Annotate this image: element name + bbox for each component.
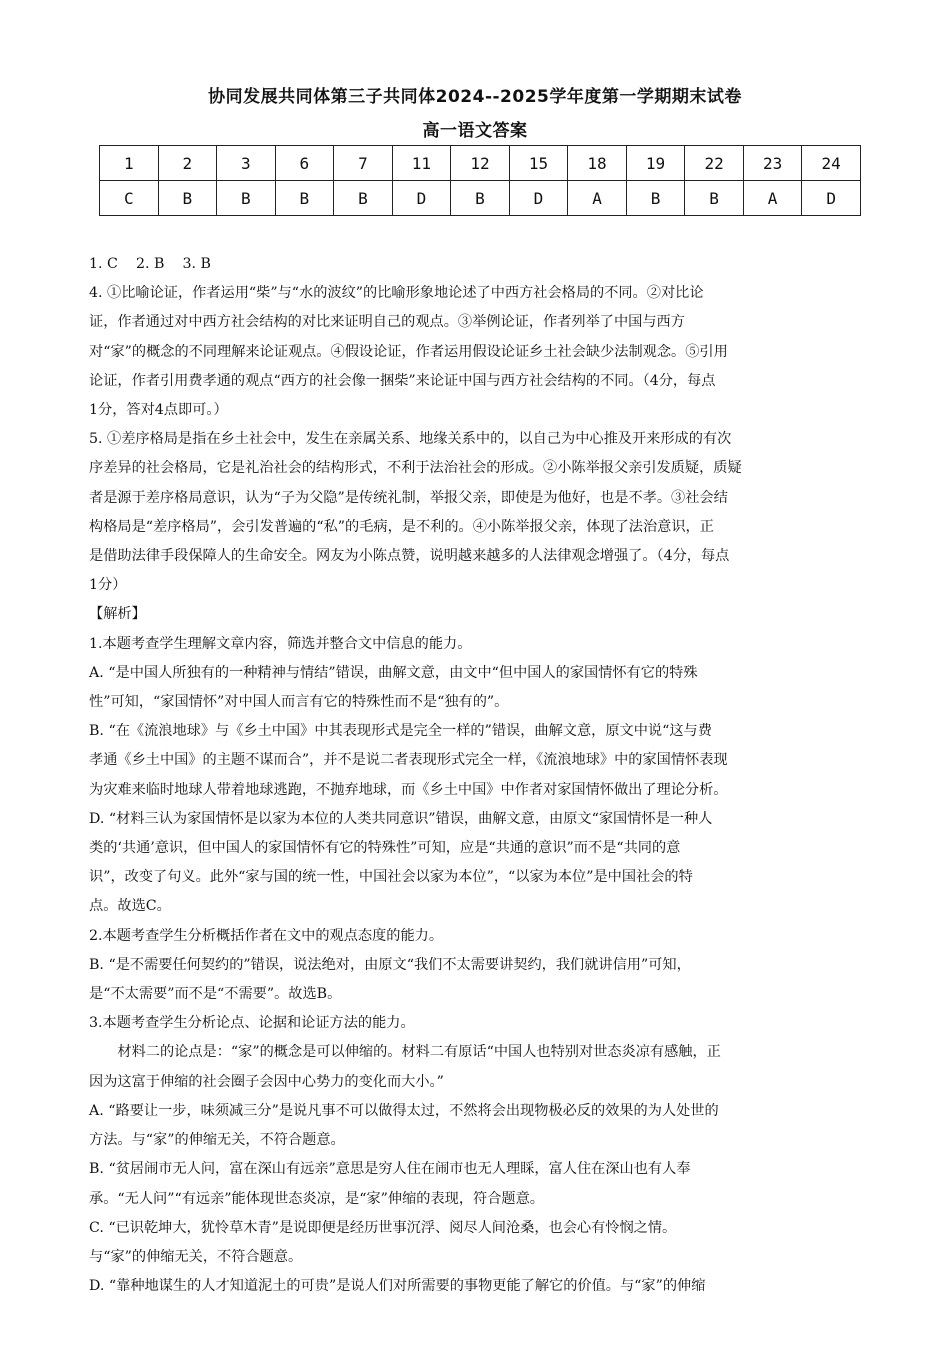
analysis-3-option-d: D. “靠种地谋生的人才知道泥土的可贵”是说人们对所需要的事物更能了解它的价值。与“家”的伸缩 — [89, 1278, 706, 1295]
answer-cell: A — [568, 181, 627, 216]
answer-4-line: 4. ①比喻论证，作者运用“柴”与“水的波纹”的比喻形象地论述了中西方社会格局的不同。②对比论 — [89, 285, 704, 302]
analysis-3-option-c: C. “已识乾坤大，犹怜草木青”是说即便是经历世事沉浮、阅尽人间沧桑，也会心有怜悯之情。 — [89, 1219, 677, 1236]
answer-cell: B — [158, 181, 217, 216]
analysis-label: 【解析】 — [89, 606, 146, 623]
analysis-2-option-b: 是“不太需要”而不是“不需要”。故选B。 — [89, 986, 342, 1003]
answers-1-3: 1. C 2. B 3. B — [89, 256, 211, 272]
analysis-1-option-d: D. “材料三认为家国情怀是以家为本位的人类共同意识”错误，曲解文意，由原文“家国情怀是一种人 — [89, 810, 713, 827]
exam-subtitle: 高一语文答案 — [422, 121, 528, 141]
analysis-1-option-d: 点。故选C。 — [89, 898, 171, 915]
analysis-3-main: 材料二的论点是：“家”的概念是可以伸缩的。材料二有原话“中国人也特别对世态炎凉有感触，正 — [117, 1044, 721, 1061]
answer-5-line: 者是源于差序格局意识，认为“子为父隐”是传统礼制，举报父亲，即使是为他好，也是不孝。③社会结 — [89, 489, 728, 506]
analysis-3-option-b: 承。“无人问”“有远亲”能体现世态炎凉，是“家”伸缩的表现，符合题意。 — [89, 1190, 544, 1207]
answer-cell: B — [217, 181, 276, 216]
question-number-cell: 3 — [217, 146, 276, 181]
analysis-2-option-b: B. “是不需要任何契约的”错误，说法绝对，由原文“我们不太需要讲契约，我们就讲信用”可知， — [89, 956, 691, 973]
question-number-cell: 7 — [334, 146, 393, 181]
analysis-3-option-a: 方法。与“家”的伸缩无关，不符合题意。 — [89, 1132, 345, 1149]
analysis-2-intro: 2.本题考查学生分析概括作者在文中的观点态度的能力。 — [89, 927, 444, 944]
question-number-cell: 23 — [743, 146, 802, 181]
analysis-1-option-a: 性”可知，“家国情怀”对中国人而言有它的特殊性而不是“独有的”。 — [89, 694, 509, 711]
analysis-1-option-b: B. “在《流浪地球》与《乡土中国》中其表现形式是完全一样的”错误，曲解文意，原文中说“这与费 — [89, 723, 712, 740]
answer-body — [89, 250, 864, 1301]
answer-4-line: 对“家”的概念的不同理解来论证观点。④假设论证，作者运用假设论证乡土社会缺少法制观念。⑤引用 — [89, 343, 728, 360]
answer-cell: D — [802, 181, 861, 216]
question-number-cell: 2 — [158, 146, 217, 181]
answer-cell: B — [626, 181, 685, 216]
answer-cell: B — [451, 181, 510, 216]
question-number-row — [100, 146, 861, 181]
question-number-cell: 11 — [392, 146, 451, 181]
analysis-3-option-a: A. “路要让一步，味须减三分”是说凡事不可以做得太过，不然将会出现物极必反的效果的为人处世的 — [89, 1102, 719, 1119]
answer-table — [99, 145, 861, 216]
answer-4-line: 论证，作者引用费孝通的观点“西方的社会像一捆柴”来论证中国与西方社会结构的不同。（4分，每点 — [89, 372, 716, 389]
answer-row — [100, 181, 861, 216]
answer-5-line: 1分） — [89, 577, 127, 594]
exam-title: 协同发展共同体第三子共同体2024--2025学年度第一学期期末试卷 — [208, 87, 742, 107]
analysis-1-option-a: A. “是中国人所独有的一种精神与情结”错误，曲解文意，由文中“但中国人的家国情怀有它的特殊 — [89, 664, 698, 681]
analysis-1-intro: 1.本题考查学生理解文章内容，筛选并整合文中信息的能力。 — [89, 635, 472, 652]
analysis-3-main: 因为这富于伸缩的社会圈子会因中心势力的变化而大小。” — [89, 1073, 444, 1090]
analysis-1-option-b: 为灾难来临时地球人带着地球逃跑，不抛弃地球，而《乡土中国》中作者对家国情怀做出了理论分析。 — [89, 781, 728, 798]
question-number-cell: 18 — [568, 146, 627, 181]
answer-cell: B — [334, 181, 393, 216]
answer-4-line: 证，作者通过对中西方社会结构的对比来证明自己的观点。③举例论证，作者列举了中国与西方 — [89, 314, 685, 331]
question-number-cell: 12 — [451, 146, 510, 181]
answer-cell: D — [509, 181, 568, 216]
question-number-cell: 15 — [509, 146, 568, 181]
question-number-cell: 1 — [100, 146, 159, 181]
answer-cell: B — [685, 181, 744, 216]
question-number-cell: 19 — [626, 146, 685, 181]
answer-cell: C — [100, 181, 159, 216]
question-number-cell: 24 — [802, 146, 861, 181]
analysis-1-option-d: 类的‘共通’意识，但中国人的家国情怀有它的特殊性”可知，应是“共通的意识”而不是“共同的意 — [89, 840, 681, 857]
answer-cell: A — [743, 181, 802, 216]
answer-4-line: 1分，答对4点即可。） — [89, 402, 228, 419]
question-number-cell: 6 — [275, 146, 334, 181]
answer-cell: B — [275, 181, 334, 216]
answer-5-line: 是借助法律手段保障人的生命安全。网友为小陈点赞，说明越来越多的人法律观念增强了。（4分，每点 — [89, 548, 730, 565]
answer-5-line: 构格局是“差序格局”，会引发普遍的“私”的毛病，是不利的。④小陈举报父亲，体现了法治意识，正 — [89, 518, 714, 535]
answer-cell: D — [392, 181, 451, 216]
answer-5-line: 5. ①差序格局是指在乡土社会中，发生在亲属关系、地缘关系中的，以自己为中心推及开来形成的有次 — [89, 431, 732, 448]
answer-5-line: 序差异的社会格局，它是礼治社会的结构形式，不利于法治社会的形成。②小陈举报父亲引发质疑，质疑 — [89, 460, 742, 477]
analysis-1-option-b: 孝通《乡土中国》的主题不谋而合”，并不是说二者表现形式完全一样，《流浪地球》中的家国情怀表现 — [89, 752, 728, 769]
analysis-3-option-c: 与“家”的伸缩无关，不符合题意。 — [89, 1248, 303, 1265]
analysis-3-intro: 3.本题考查学生分析论点、论据和论证方法的能力。 — [89, 1015, 415, 1032]
analysis-3-option-b: B. “贫居闹市无人问，富在深山有远亲”意思是穷人住在闹市也无人理睬，富人住在深山也有人奉 — [89, 1161, 691, 1178]
analysis-1-option-d: 识”，改变了句义。此外“家与国的统一性，中国社会以家为本位”，“以家为本位”是中国社会的特 — [89, 869, 693, 886]
question-number-cell: 22 — [685, 146, 744, 181]
